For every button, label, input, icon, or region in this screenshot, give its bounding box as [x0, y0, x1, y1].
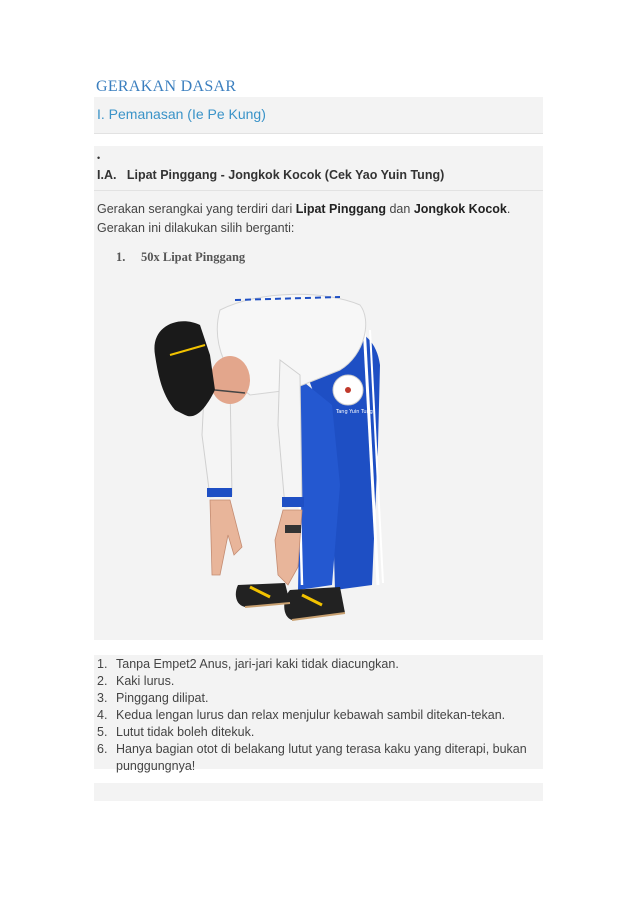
footer-band	[94, 783, 543, 801]
list-number: 6.	[97, 742, 108, 756]
intro-paragraph	[97, 200, 537, 238]
document-title: GERAKAN DASAR	[96, 78, 237, 95]
list-item	[97, 724, 541, 741]
section-heading: I.A. Lipat Pinggang - Jongkok Kocok (Cek Yao Yuin Tung)	[97, 168, 445, 182]
intro-text: Gerakan serangkai yang terdiri dari	[97, 202, 296, 216]
jacket-text: Tang Yuin Tung	[336, 409, 373, 415]
list-text: Lutut tidak boleh ditekuk.	[116, 725, 255, 739]
list-text: Pinggang dilipat.	[116, 691, 209, 705]
list-number: 2.	[97, 674, 108, 688]
intro-bold-lipat: Lipat Pinggang	[295, 202, 386, 216]
list-number: 1.	[97, 657, 108, 671]
list-text: Kedua lengan lurus dan relax menjulur kebawah sambil ditekan-tekan.	[116, 708, 506, 722]
list-item	[97, 690, 541, 707]
list-item	[97, 673, 541, 690]
list-number: 5.	[97, 725, 108, 739]
section-subtitle: I. Pemanasan (Ie Pe Kung)	[97, 106, 266, 122]
list-text: Kaki lurus.	[116, 674, 175, 688]
list-item	[97, 741, 541, 775]
intro-line-2: Gerakan ini dilakukan silih berganti:	[97, 221, 295, 235]
step-label: 1. 50x Lipat Pinggang	[116, 250, 246, 264]
intro-text: .	[506, 202, 511, 216]
list-item	[97, 707, 541, 724]
list-text: Hanya bagian otot di belakang lutut yang terasa kaku yang diterapi, bukan punggungnya!	[116, 742, 527, 773]
list-number: 4.	[97, 708, 108, 722]
intro-bold-jongkok: Jongkok Kocok	[413, 202, 507, 216]
bullet-icon: •	[97, 153, 101, 163]
list-number: 3.	[97, 691, 108, 705]
list-text: Tanpa Empet2 Anus, jari-jari kaki tidak diacungkan.	[116, 657, 399, 671]
list-item	[97, 656, 541, 673]
instructions-list	[97, 656, 541, 775]
person-bending-forward-photo	[150, 285, 390, 635]
intro-text: dan	[386, 202, 414, 216]
